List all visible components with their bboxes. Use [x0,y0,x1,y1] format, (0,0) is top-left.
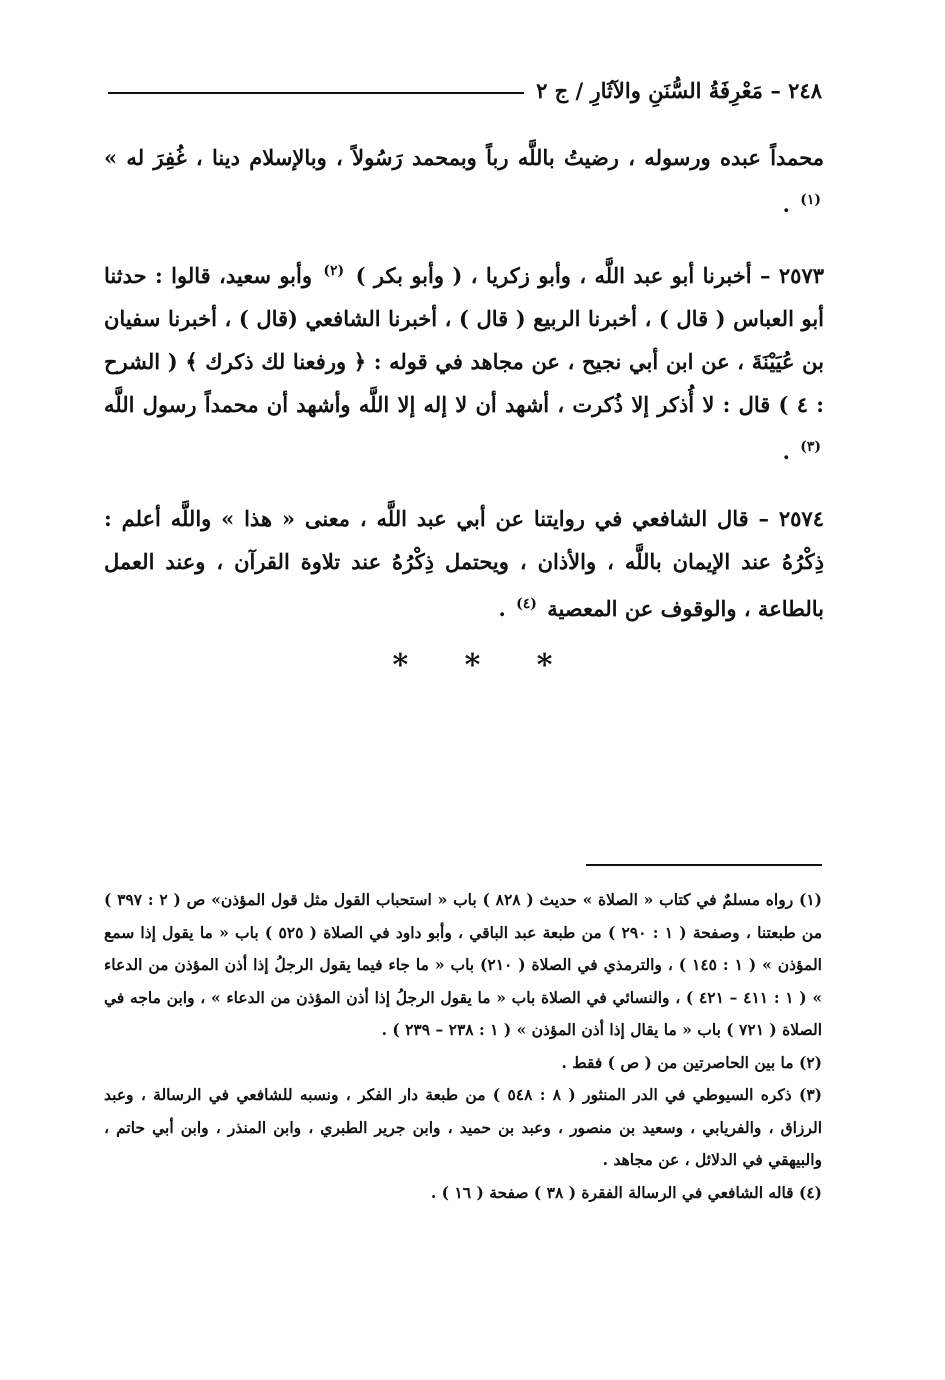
footnote-3: (٣) ذكره السيوطي في الدر المنثور ( ٨ : ٥٤٨ ) من طبعة دار الفكر ، ونسبه للشافعي في الرسالة ، وعبد الرزاق ، والفريابي ، وسعيد بن منصور ، وعبد بن حميد ، وابن جرير الطبري ، وابن المنذر ، وابن أبي حاتم ، والبيهقي في الدلائل ، عن مجاهد . [104,1085,823,1169]
main-text [104,136,824,630]
footnote-1: (١) رواه مسلمٌ في كتاب « الصلاة » حديث ( ٨٢٨ ) باب « استحباب القول مثل قول المؤذن» ص ( ٢ : ٣٩٧ ) من طبعتنا ، وصفحة ( ١ : ٢٩٠ ) من طبعة عبد الباقي ، وأبو داود في الصلاة ( ٥٢٥ ) باب « ما يقول إذا سمع المؤذن » ( ١ : ١٤٥ ) ، والترمذي في الصلاة ( ٢١٠) باب « ما جاء فيما يقول الرجلُ إذا أذن المؤذن من الدعاء » ( ١ : ٤١١ – ٤٢١ ) ، والنسائي في الصلاة باب « ما يقول الرجلُ إذا أذن المؤذن من الدعاء » ، وابن ماجه في الصلاة ( ٧٢١ ) باب « ما يقال إذا أذن المؤذن » ( ١ : ٢٣٨ – ٢٣٩ ) . [104,890,823,1039]
paragraph-text: أخبرنا أبو عبد اللَّه ، وأبو زكريا ، ( وأبو بكر ) [347,263,752,288]
footnote-4: (٤) قاله الشافعي في الرسالة الفقرة ( ٣٨ ) صفحة ( ١٦ ) . [430,1182,822,1202]
footnote-ref-1[interactable]: (١) [800,192,821,208]
page-header [108,70,822,110]
footnote-ref-4[interactable]: (٤) [516,596,537,612]
paragraph-end: . [498,596,514,621]
paragraph-continuation [104,136,824,226]
separator-star: * [464,648,481,683]
footnote-2: (٢) ما بين الحاصرتين من ( ص ) فقط . [561,1052,822,1072]
header-rule [108,92,524,94]
hadith-2573 [104,250,824,473]
running-title: ٢٤٨ – مَعْرِفَةُ السُّنَنِ والآثَارِ / ج ٢ [536,77,822,103]
footnote-ref-2[interactable]: (٢) [323,263,345,279]
footnotes [104,884,822,1209]
hadith-number: ٢٥٧٣ – [751,263,825,288]
footnote-rule [586,864,822,866]
paragraph-text: محمداً عبده ورسوله ، رضيتُ باللَّه رباً وبمحمد رَسُولاً ، وبالإسلام دينا ، غُفِرَ له » [104,145,825,170]
footnote-ref-3[interactable]: (٣) [800,439,821,455]
paragraph-text: وأبو سعيد، قالوا : حدثنا أبو العباس ( قال ) ، أخبرنا الربيع ( قال ) ، أخبرنا الشافعي (قال ) ، أخبرنا سفيان بن عُيَيْنَةَ ، عن ابن أبي نجيح ، عن مجاهد في قوله : ﴿ ورفعنا لك ذكرك ﴾ ( الشرح : ٤ ) قال : لا أُذكر إلا ذُكرت ، أشهد أن لا إله إلا اللَّه وأشهد أن محمداً رسول اللَّه [104,263,824,417]
hadith-number: ٢٥٧٤ – [748,506,824,531]
section-separator [320,648,625,683]
separator-star: * [536,648,553,683]
separator-star: * [392,648,409,683]
paragraph-text: قال الشافعي في روايتنا عن أبي عبد اللَّه ، معنى « هذا » واللَّه أعلم : ذِكْرُهُ عند الإيمان باللَّه ، والأذان ، ويحتمل ذِكْرُهُ عند تلاوة القرآن ، وعند العمل بالطاعة ، والوقوف عن المعصية [104,506,824,621]
paragraph-end: . [782,192,798,217]
hadith-2574 [104,497,824,630]
paragraph-end: . [782,439,798,464]
